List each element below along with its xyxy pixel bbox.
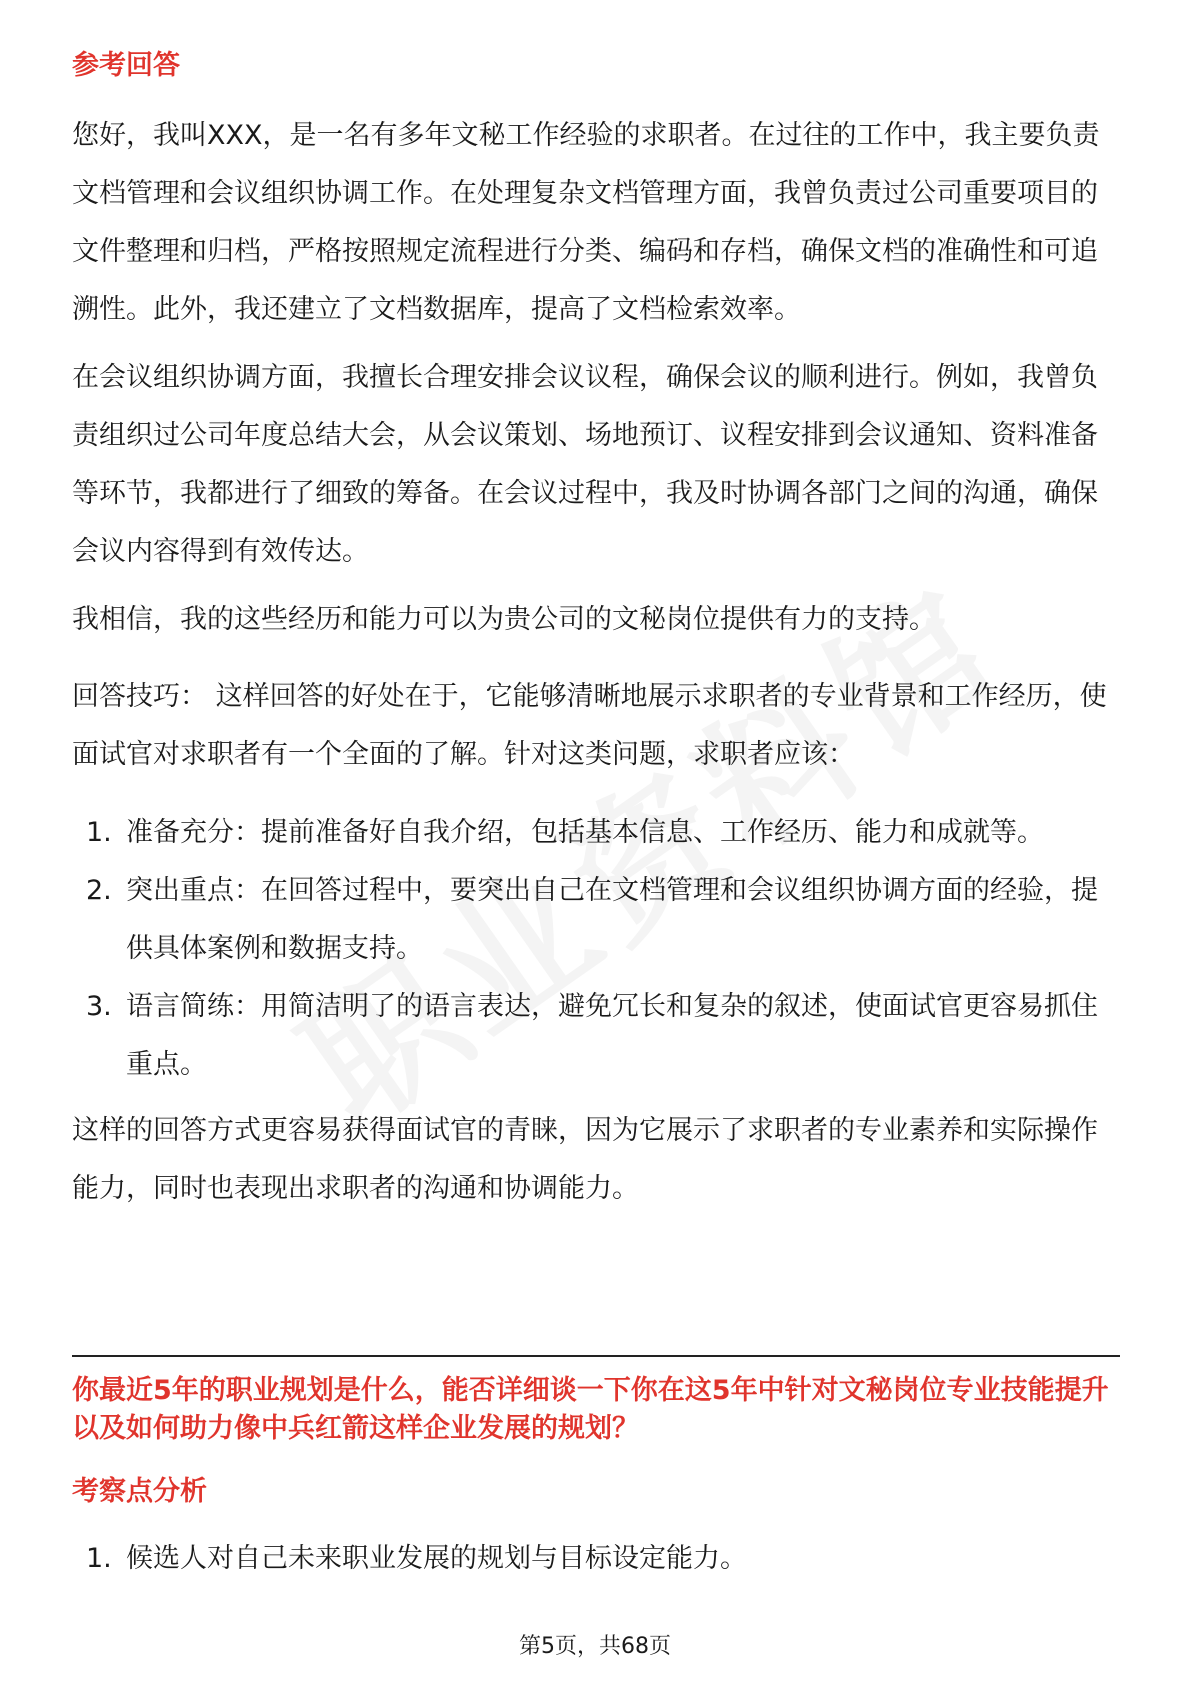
answer-paragraph-1: 您好，我叫XXX，是一名有多年文秘工作经验的求职者。在过往的工作中，我主要负责文档管理和会议组织协调工作。在处理复杂文档管理方面，我曾负责过公司重要项目的文件整理和归档，严格按照规定流程进行分类、编码和存档，确保文档的准确性和可追溯性。此外，我还建立了文档数据库，提高了文档检索效率。	[72, 120, 1100, 325]
list-text: 准备充分：提前准备好自我介绍，包括基本信息、工作经历、能力和成就等。	[126, 817, 1044, 848]
tips-paragraph: 回答技巧： 这样回答的好处在于，它能够清晰地展示求职者的专业背景和工作经历，使面试官对求职者有一个全面的了解。针对这类问题，求职者应该：	[72, 681, 1107, 770]
tips-list	[72, 804, 1120, 1094]
list-number: 3.	[86, 991, 112, 1022]
list-item	[72, 1530, 1120, 1588]
list-text: 语言简练：用简洁明了的语言表达，避免冗长和复杂的叙述，使面试官更容易抓住重点。	[126, 991, 1098, 1080]
list-item	[72, 804, 1120, 862]
list-text: 候选人对自己未来职业发展的规划与目标设定能力。	[126, 1543, 747, 1574]
analysis-list	[72, 1530, 1120, 1588]
answer-paragraph-3: 我相信，我的这些经历和能力可以为贵公司的文秘岗位提供有力的支持。	[72, 604, 936, 635]
section-divider	[72, 1355, 1120, 1357]
answer-heading: 参考回答	[72, 50, 180, 81]
list-number: 1.	[86, 1543, 112, 1574]
list-item	[72, 862, 1120, 978]
page-footer: 第5页，共68页	[519, 1634, 671, 1659]
closing-paragraph: 这样的回答方式更容易获得面试官的青睐，因为它展示了求职者的专业素养和实际操作能力，同时也表现出求职者的沟通和协调能力。	[72, 1115, 1098, 1204]
list-number: 2.	[86, 875, 112, 906]
analysis-heading: 考察点分析	[72, 1476, 207, 1507]
next-question: 你最近5年的职业规划是什么，能否详细谈一下你在这5年中针对文秘岗位专业技能提升以及如何助力像中兵红箭这样企业发展的规划？	[72, 1375, 1109, 1444]
list-number: 1.	[86, 817, 112, 848]
list-text: 突出重点：在回答过程中，要突出自己在文档管理和会议组织协调方面的经验，提供具体案例和数据支持。	[126, 875, 1098, 964]
answer-paragraph-2: 在会议组织协调方面，我擅长合理安排会议议程，确保会议的顺利进行。例如，我曾负责组织过公司年度总结大会，从会议策划、场地预订、议程安排到会议通知、资料准备等环节，我都进行了细致的筹备。在会议过程中，我及时协调各部门之间的沟通，确保会议内容得到有效传达。	[72, 362, 1098, 567]
list-item	[72, 978, 1120, 1094]
